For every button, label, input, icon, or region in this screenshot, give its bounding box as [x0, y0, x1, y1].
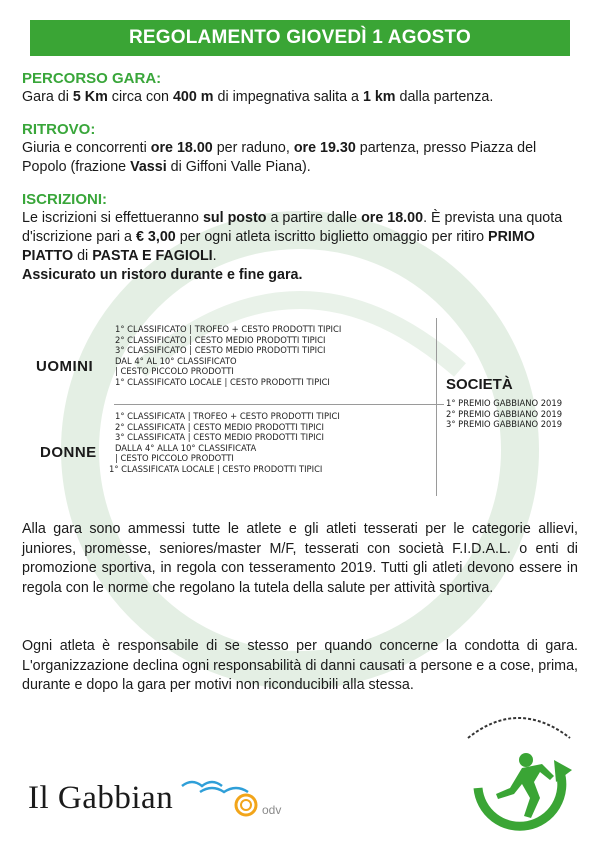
list-item: 2° PREMIO GABBIANO 2019	[446, 408, 563, 419]
runner-logo-icon	[448, 700, 588, 840]
list-item: | CESTO PICCOLO PRODOTTI	[115, 366, 234, 377]
percorso-body: Gara di 5 Km circa con 400 m di impegnativa salita a 1 km dalla partenza.	[22, 89, 494, 105]
societa-label: SOCIETÀ	[446, 376, 513, 393]
list-item: DALLA 4° ALLA 10° CLASSIFICATA	[115, 442, 257, 453]
list-item: 1° CLASSIFICATO LOCALE | CESTO PRODOTTI TIPICI	[115, 376, 330, 387]
divider	[114, 404, 444, 405]
list-item: 1° PREMIO GABBIANO 2019	[446, 398, 563, 408]
list-item: 3° PREMIO GABBIANO 2019	[446, 419, 563, 430]
societa-prize-list	[446, 398, 562, 430]
list-item: 2° CLASSIFICATA | CESTO MEDIO PRODOTTI TIPICI	[115, 421, 324, 432]
prize-table	[30, 318, 590, 498]
content	[22, 70, 578, 285]
logo-suffix: odv	[262, 803, 282, 817]
donne-label: DONNE	[40, 444, 97, 461]
page-title: REGOLAMENTO GIOVEDÌ 1 AGOSTO	[30, 20, 570, 56]
iscrizioni-body: Le iscrizioni si effettueranno sul posto a partire dalle ore 18.00. È prevista una quota d'iscrizione pari a € 3,00 per ogni atleta iscritto biglietto omaggio per ritiro PRIMO PIATTO di PASTA E FAGIOLI. Assicurato un ristoro durante e fine gara.	[22, 210, 563, 283]
uomini-label: UOMINI	[36, 358, 94, 375]
list-item: 3° CLASSIFICATA | CESTO MEDIO PRODOTTI TIPICI	[115, 432, 324, 443]
ristoro-line: Assicurato un ristoro durante e fine gara.	[22, 267, 303, 283]
ritrovo-body: Giuria e concorrenti ore 18.00 per raduno, ore 19.30 partenza, presso Piazza del Popolo (frazione Vassi di Giffoni Valle Piana).	[22, 140, 537, 175]
ritrovo-title: RITROVO:	[22, 121, 96, 138]
iscrizioni-title: ISCRIZIONI:	[22, 191, 107, 208]
donne-prize-list	[109, 411, 415, 475]
list-item: 1° CLASSIFICATO | TROFEO + CESTO PRODOTTI TIPICI	[115, 324, 342, 334]
list-item: DAL 4° AL 10° CLASSIFICATO	[115, 355, 237, 366]
list-item: 1° CLASSIFICATA LOCALE | CESTO PRODOTTI TIPICI	[109, 463, 323, 474]
logo: Il Gabbian	[28, 780, 174, 816]
percorso-title: PERCORSO GARA:	[22, 70, 162, 87]
divider	[436, 318, 437, 496]
list-item: 2° CLASSIFICATO | CESTO MEDIO PRODOTTI TIPICI	[115, 334, 326, 345]
list-item: 1° CLASSIFICATA | TROFEO + CESTO PRODOTTI TIPICI	[115, 411, 340, 421]
sun-icon	[233, 792, 259, 818]
paragraph-eligibility: Alla gara sono ammessi tutte le atlete e gli atleti tesserati per le categorie allievi, juniores, promesse, seniores/master M/F, tesserati con società F.I.D.A.L. o enti di promozione sportiva, in regola con tesseramento 2019. Tutti gli atleti devono essere in regola con le norme che regolano la tutela della salute per attività sportiva.	[22, 521, 578, 596]
paragraph-responsibility: Ogni atleta è responsabile di se stesso per quando concerne la condotta di gara. L'organizzazione declina ogni responsabilità di danni causati a persone e a cose, prima, durante e dopo la gara per motivi non riconducibili alla stessa.	[22, 638, 578, 693]
list-item: 3° CLASSIFICATO | CESTO MEDIO PRODOTTI TIPICI	[115, 345, 326, 356]
uomini-prize-list	[115, 324, 415, 388]
list-item: | CESTO PICCOLO PRODOTTI	[115, 453, 234, 464]
